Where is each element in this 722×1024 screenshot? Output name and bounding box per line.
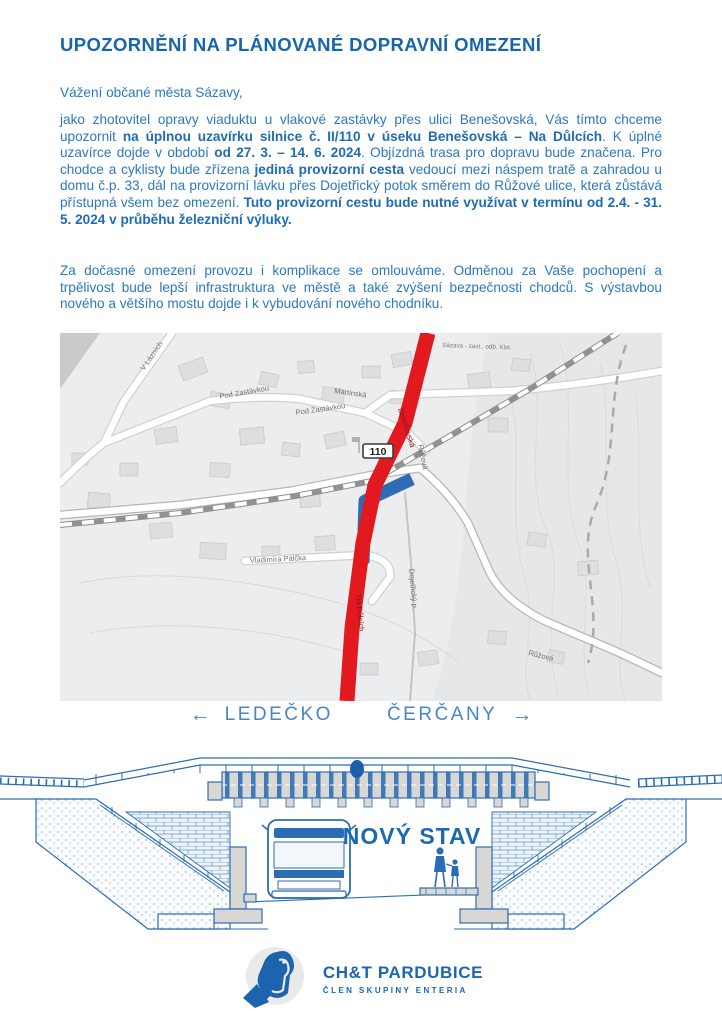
- p1-closure-bold: na úplnou uzavírku silnice č. II/110 v úseku Benešovská – Na Důlcích: [122, 128, 603, 144]
- rail-directions: [0, 703, 722, 727]
- paragraph-closure-info: [60, 112, 662, 228]
- label-pod-zastavkou-2: Pod Zastávkou: [295, 401, 346, 417]
- label-dojetricky-potok: Dojetřický p.: [407, 568, 420, 611]
- right-arrow-icon: →: [511, 703, 533, 726]
- label-station: Sázava - zast., odb. Klst.: [441, 342, 512, 352]
- bridge-canvas: [0, 742, 722, 938]
- p1-path-bold: jediná provizorní cesta: [254, 161, 405, 177]
- p1-seg5: . Objízdná trasa pro dopravu bude značena. Pro chodce a cyklisty bude zřízena: [60, 145, 662, 177]
- p1-usage-bold: Tuto provizorní cestu bude nutné využívat v termínu od 2.4. - 31. 5. 2024 v průběhu železniční výluky.: [60, 194, 662, 227]
- bridge-state-label: NOVÝ STAV: [342, 823, 482, 849]
- greeting-line: Vážení občané města Sázavy,: [60, 85, 243, 100]
- label-martinska: Martinská: [333, 386, 368, 400]
- paragraph-apology: Za dočasné omezení provozu i komplikace se omlouváme. Odměnou za Vaše pochopení a trpělivost bude lepší infrastruktura ve městě a také zvýšení bezpečnosti chodců. S výstavbou nového a většího mostu dojde i k vybudování nového chodníku.: [60, 263, 662, 312]
- map-canvas: [60, 333, 662, 701]
- page-title: UPOZORNĚNÍ NA PLÁNOVANÉ DOPRAVNÍ OMEZENÍ: [60, 34, 542, 55]
- label-v-laznich: V Lázních: [138, 339, 165, 373]
- label-pod-zastavkou-1: Pod Zastávkou: [218, 383, 270, 401]
- company-logo: [0, 944, 722, 1014]
- p1-dates-bold: od 27. 3. – 14. 6. 2024: [214, 145, 362, 161]
- direction-cercany: ČERČANY: [386, 704, 498, 725]
- logo-group-subtitle: ČLEN SKUPINY ENTERIA: [322, 986, 468, 995]
- logo-company-name: CH&T PARDUBICE: [322, 963, 484, 982]
- label-vladimira-palcka: Vladimíra Pálčka: [249, 553, 307, 565]
- logo-text-block: [323, 963, 483, 995]
- p1-seg3: . K úplné uzavírce dojde v období: [60, 128, 662, 161]
- bridge-center-bearing: [350, 760, 364, 778]
- p1-seg1: jako zhotovitel opravy viaduktu u vlakové zastávky přes ulici Benešovská, Vás tímto chceme upozornit: [60, 112, 662, 144]
- road-shield-number: 110: [369, 446, 387, 458]
- hippo-logo-icon: [239, 944, 309, 1014]
- p1-seg7: vedoucí mezi náspem tratě a zahradou u domu č.p. 33, dál na provizorní lávku přes Dojetřický potok směrem do Růžové ulice, která zůstává přístupná všem bez omezení.: [60, 161, 662, 210]
- situation-map: [60, 333, 662, 701]
- left-arrow-icon: ←: [189, 703, 211, 726]
- label-ruzova-2: Růžová: [527, 648, 555, 664]
- label-na-dulcich: Na Důlcích: [354, 594, 367, 632]
- pedestrians-illustration: [434, 847, 459, 887]
- direction-ledecko: LEDEČKO: [224, 704, 333, 725]
- label-benesovska: Benešovská: [396, 406, 418, 449]
- label-ruzova-1: Růžová: [416, 443, 431, 471]
- bridge-drawing: [0, 742, 722, 938]
